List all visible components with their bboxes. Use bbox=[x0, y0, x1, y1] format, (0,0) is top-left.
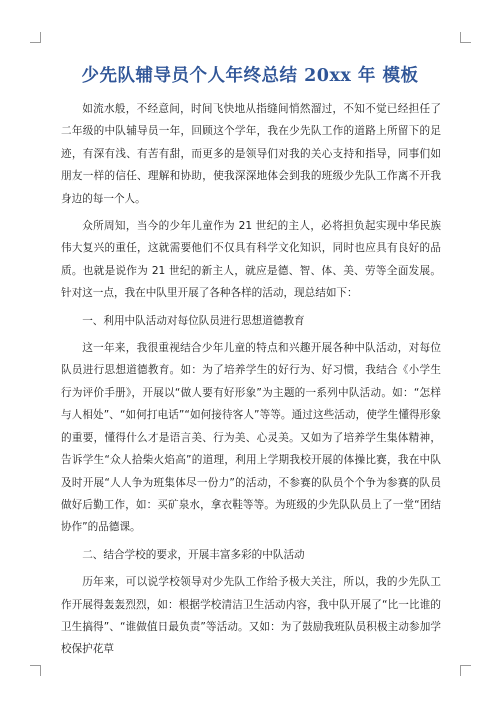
section-heading-2: 二、结合学校的要求，开展丰富多彩的中队活动 bbox=[82, 548, 305, 561]
document-title: 少先队辅导员个人年终总结 20xx 年 模板 bbox=[81, 66, 419, 86]
paragraph-background: 众所周知，当今的少年儿童作为 21 世纪的主人，必将担负起实现中华民族伟大复兴的重任，这就需要他们不仅具有科学文化知识，同时也应具有良好的品质。也就是说作为 21 世纪的新主人，就应是德、智、体、美、劳等全面发展。针对这一点，我在中队里开展了各种各样的活动，现总结如下： bbox=[61, 220, 441, 300]
crop-mark-top-right bbox=[460, 32, 471, 43]
paragraph-section-1: 这一年来，我很重视结合少年儿童的特点和兴趣开展各种中队活动，对每位队员进行思想道德教育。如：为了培养学生的好行为、好习惯，我结合《小学生行为评价手册》，开展以“做人要有好形象”为主题的一系列中队活动。如：“怎样与人相处”、“如何打电话”“如何接待客人”等等。通过这些活动，使学生懂得形象的重要，懂得什么才是语言美、行为美、心灵美。又如为了培养学生集体精神，告诉学生“众人拾柴火焰高”的道理，利用上学期我校开展的体操比赛，我在中队及时开展“人人争为班集体尽一份力”的活动，不参赛的队员个个争为参赛的队员做好后勤工作，如：买矿泉水，拿衣鞋等等。为班级的少先队队员上了一堂“团结协作”的品德课。 bbox=[61, 342, 441, 534]
crop-mark-top-left bbox=[30, 32, 41, 43]
paragraph-intro: 如流水般，不经意间，时间飞快地从指缝间悄然溜过，不知不觉已经担任了二年级的中队辅导员一年，回顾这个学年，我在少先队工作的道路上所留下的足迹，有深有浅、有苦有甜，而更多的是领导们对我的关心支持和指导，同事们如朋友一样的信任、理解和协助，使我深深地体会到我的班级少先队工作离不开我身边的每一个人。 bbox=[61, 103, 441, 205]
document-body bbox=[61, 98, 441, 666]
crop-mark-bottom-left bbox=[30, 665, 41, 676]
section-heading-1: 一、利用中队活动对每位队员进行思想道德教育 bbox=[82, 314, 305, 327]
paragraph-section-2: 历年来，可以说学校领导对少先队工作给予极大关注，所以，我的少先队工作开展得轰轰烈烈，如：根据学校清洁卫生活动内容，我中队开展了“比一比谁的卫生搞得”、“谁做值日最负责”等活动。又如：为了鼓励我班队员积极主动参加学校保护花草 bbox=[61, 576, 441, 656]
crop-mark-bottom-right bbox=[460, 665, 471, 676]
